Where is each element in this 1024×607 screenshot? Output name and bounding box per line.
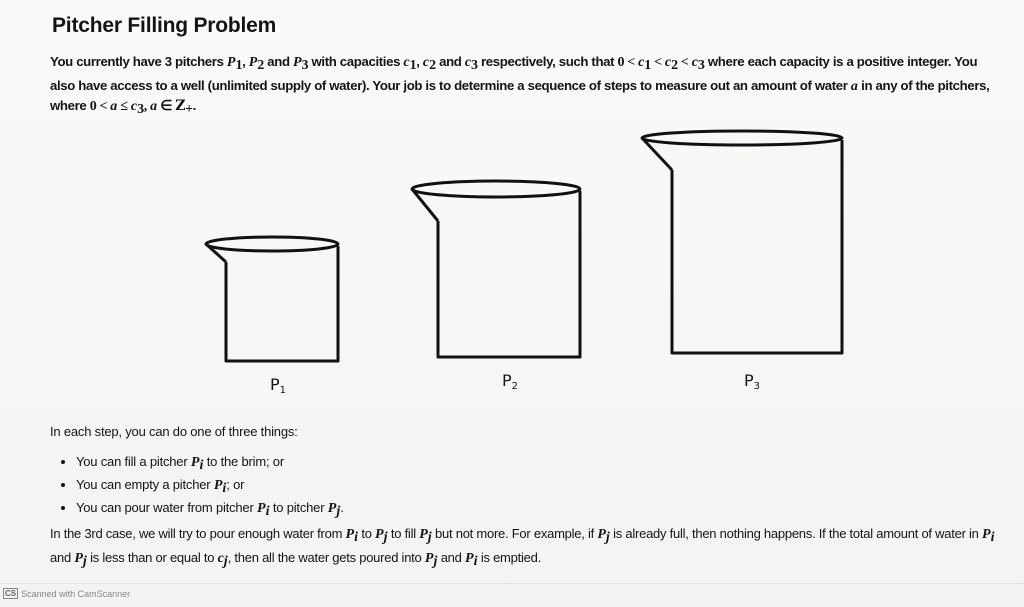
camscanner-logo-icon: CS: [5, 589, 17, 598]
steps-list: [58, 452, 344, 521]
pitcher-1-drawing: [206, 237, 338, 361]
pitcher-label-1: $P_1$: [270, 375, 287, 396]
third-case-paragraph: In the 3rd case, we will try to pour enough water from $P_i$ to $P_j$ to fill $P_j$ but not more. For example, if $P_j$ is already full, then nothing happens. If the total amount of water in $P_i$ and $P_j$ is less than or equal to $c_j$, then all the water gets poured into $P_j$ and $P_i$ is emptied.: [50, 526, 995, 569]
pitcher-label-3: $P_3$: [744, 371, 761, 392]
pitcher-3-drawing: [642, 131, 842, 353]
pitchers-illustration: [0, 120, 1024, 410]
list-item: • You can pour water from pitcher $P_i$ to pitcher $P_j$.: [76, 498, 344, 521]
page-title: Pitcher Filling Problem: [52, 14, 277, 37]
list-item: • You can fill a pitcher $P_i$ to the brim; or: [76, 452, 344, 475]
pitcher-2-drawing: [412, 181, 580, 357]
list-item: • You can empty a pitcher $P_i$; or: [76, 475, 344, 498]
scanner-text: Scanned with CamScanner: [21, 588, 131, 599]
scanner-watermark: [3, 588, 130, 599]
steps-intro: In each step, you can do one of three things:: [50, 424, 298, 439]
intro-paragraph: You currently have 3 pitchers $P_1$, $P_2$ and $P_3$ with capacities $c_1$, $c_2$ and $c_3$ respectively, such that $0 < c_1 < c_2 < c_3$ where each capacity is a positive integer. You also have access to a well (unlimited supply of water). Your job is to determine a sequence of steps to measure out an amount of water a in any of the pitchers, where $0 < a \le c_3$, a ∈ $Z_+$.: [50, 54, 990, 117]
pitcher-label-2: $P_2$: [502, 371, 519, 392]
pitchers-diagram: [0, 120, 1024, 410]
page-bottom-divider: [0, 583, 1024, 584]
